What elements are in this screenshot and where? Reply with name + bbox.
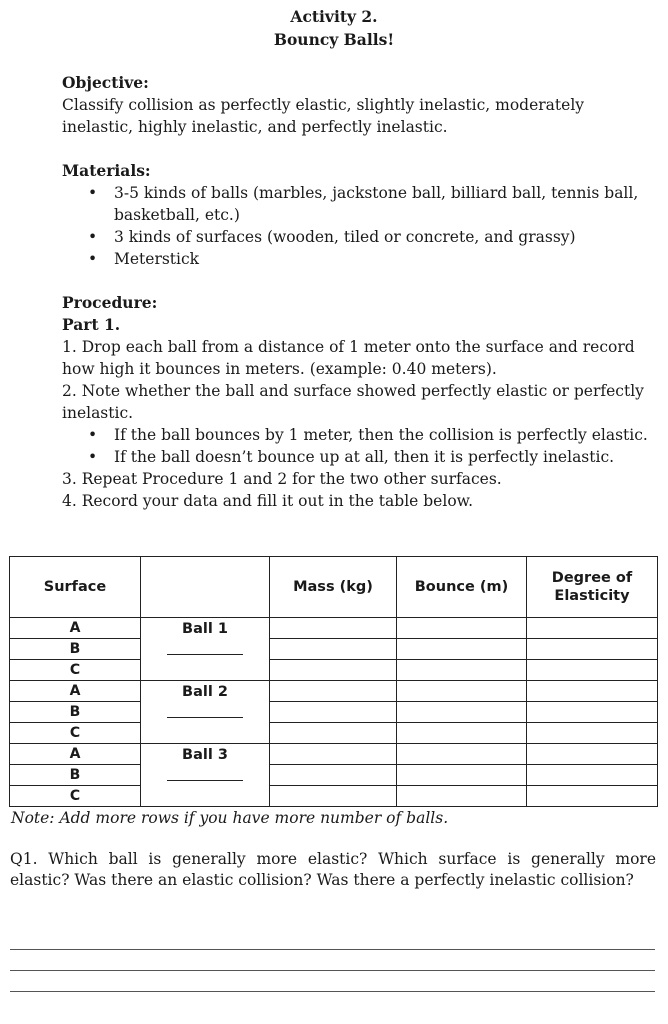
table-row [10,723,658,744]
surface-cell: B [10,639,141,660]
procedure-step-1: 1. Drop each ball from a distance of 1 meter onto the surface and record how high it bounces in meters. (example: 0.40 meters). [62,338,635,378]
header-surface: Surface [10,557,141,618]
question-1: Q1. Which ball is generally more elastic? Which surface is generally more elastic? Was there an elastic collision? Was there a perfectly inelastic collision? [10,850,656,889]
table-row [10,618,658,639]
ball-name-blank[interactable] [167,780,243,781]
procedure-bullets [62,424,652,468]
degree-cell[interactable] [527,618,658,639]
header-mass: Mass (kg) [270,557,397,618]
procedure-bullet: • If the ball bounces by 1 meter, then the collision is perfectly elastic. [62,424,652,446]
answer-line[interactable] [10,991,655,992]
ball-cell [141,744,270,807]
degree-cell[interactable] [527,765,658,786]
table-note: Note: Add more rows if you have more number of balls. [11,809,449,827]
table-row [10,660,658,681]
materials-section [62,160,652,270]
ball-name-blank[interactable] [167,654,243,655]
table-row [10,765,658,786]
material-item: • 3-5 kinds of balls (marbles, jackstone ball, billiard ball, tennis ball, basketball, etc.) [62,182,652,226]
table-row [10,786,658,807]
activity-number: Activity 2. [290,7,378,26]
ball-label: Ball 3 [182,747,228,763]
objective-text: Classify collision as perfectly elastic, slightly inelastic, moderately inelastic, highly inelastic, and perfectly inelastic. [62,96,585,136]
table-row [10,681,658,702]
bounce-cell[interactable] [397,765,527,786]
mass-cell[interactable] [270,723,397,744]
table-header-row [10,557,658,618]
bounce-cell[interactable] [397,681,527,702]
ball-label: Ball 1 [182,621,228,637]
degree-cell[interactable] [527,744,658,765]
bounce-cell[interactable] [397,660,527,681]
header-degree: Degree of Elasticity [527,557,658,618]
surface-cell: A [10,681,141,702]
procedure-heading: Procedure: [62,293,158,312]
degree-cell[interactable] [527,639,658,660]
ball-name-blank[interactable] [167,717,243,718]
table-row [10,744,658,765]
surface-cell: C [10,660,141,681]
answer-line[interactable] [10,949,655,950]
material-item: • Meterstick [62,248,652,270]
procedure-step-4: 4. Record your data and fill it out in the table below. [62,492,473,510]
bounce-cell[interactable] [397,744,527,765]
mass-cell[interactable] [270,786,397,807]
procedure-step-3: 3. Repeat Procedure 1 and 2 for the two other surfaces. [62,470,502,488]
procedure-step-2: 2. Note whether the ball and surface showed perfectly elastic or perfectly inelastic. [62,382,644,422]
table-row [10,639,658,660]
mass-cell[interactable] [270,681,397,702]
mass-cell[interactable] [270,660,397,681]
procedure-bullet: • If the ball doesn’t bounce up at all, then it is perfectly inelastic. [62,446,652,468]
objective-heading: Objective: [62,73,149,92]
mass-cell[interactable] [270,765,397,786]
surface-cell: A [10,618,141,639]
surface-cell: A [10,744,141,765]
surface-cell: C [10,723,141,744]
materials-list [62,182,652,270]
degree-cell[interactable] [527,702,658,723]
objective-section [62,72,652,138]
bounce-cell[interactable] [397,723,527,744]
surface-cell: C [10,786,141,807]
mass-cell[interactable] [270,702,397,723]
header-bounce: Bounce (m) [397,557,527,618]
ball-label: Ball 2 [182,684,228,700]
table-row [10,702,658,723]
bounce-cell[interactable] [397,786,527,807]
procedure-section [62,292,652,512]
material-item: • 3 kinds of surfaces (wooden, tiled or concrete, and grassy) [62,226,652,248]
bounce-cell[interactable] [397,618,527,639]
answer-line[interactable] [10,970,655,971]
degree-cell[interactable] [527,660,658,681]
surface-cell: B [10,702,141,723]
degree-cell[interactable] [527,786,658,807]
materials-heading: Materials: [62,161,151,180]
procedure-part: Part 1. [62,315,121,334]
degree-cell[interactable] [527,681,658,702]
surface-cell: B [10,765,141,786]
data-table [9,556,658,807]
activity-title: Bouncy Balls! [273,30,395,49]
ball-cell [141,618,270,681]
mass-cell[interactable] [270,744,397,765]
mass-cell[interactable] [270,618,397,639]
bounce-cell[interactable] [397,639,527,660]
ball-cell [141,681,270,744]
degree-cell[interactable] [527,723,658,744]
bounce-cell[interactable] [397,702,527,723]
header-ball [141,557,270,618]
mass-cell[interactable] [270,639,397,660]
